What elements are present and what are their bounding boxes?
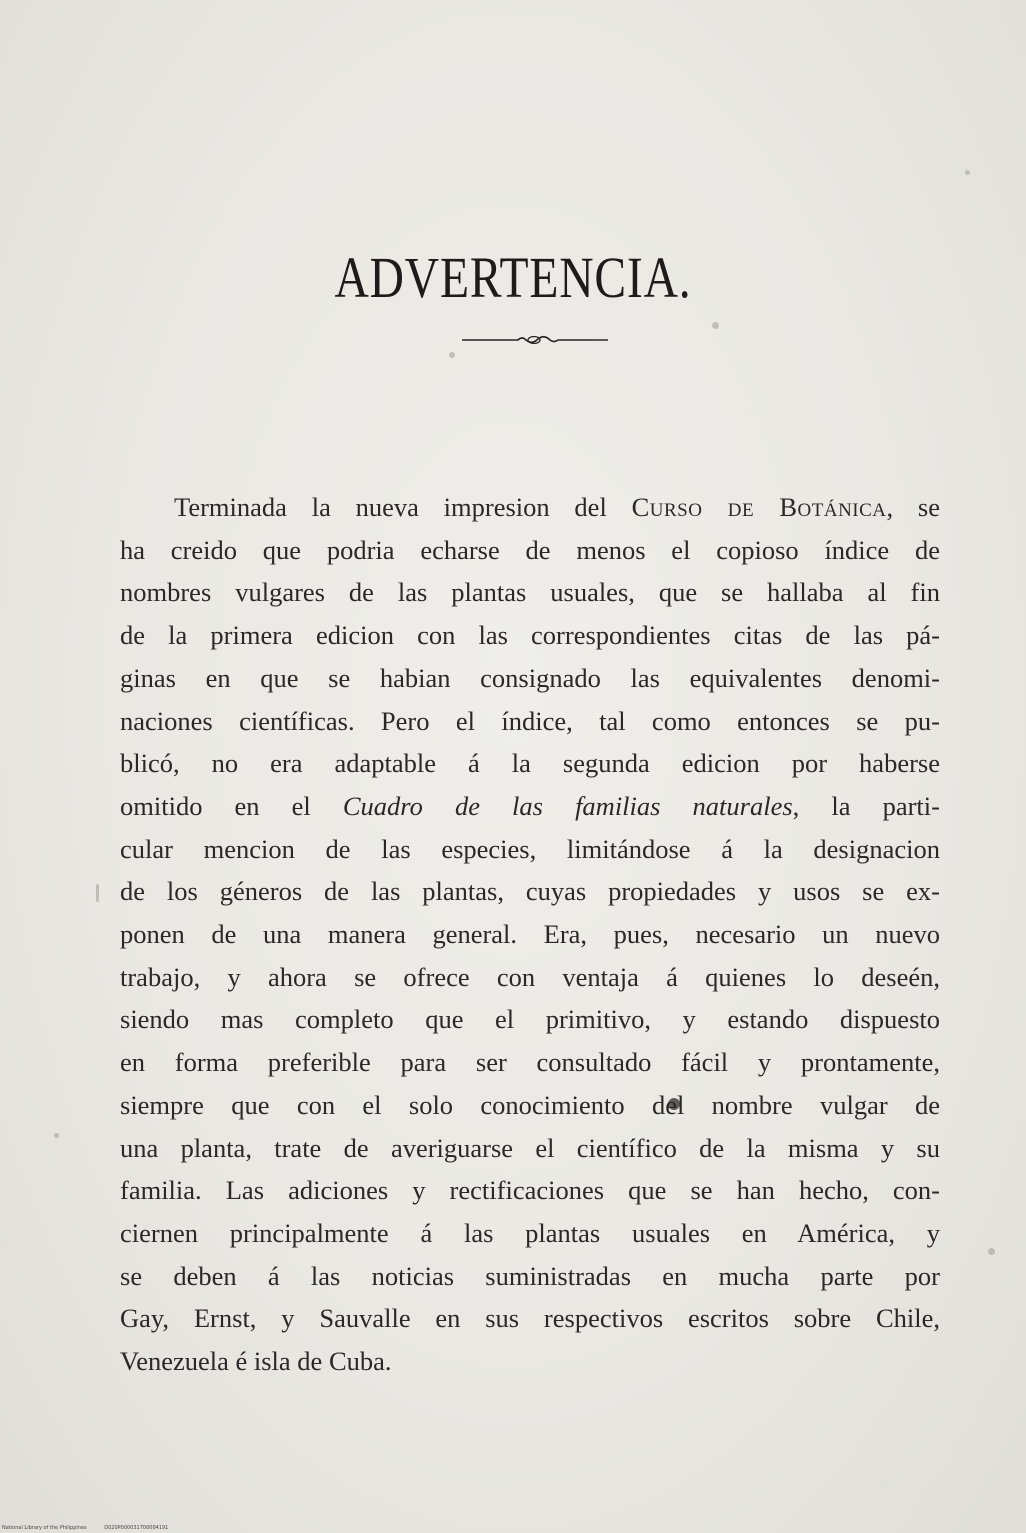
text-line: siendo mas completo que el primitivo, y estando dispuesto — [120, 1004, 940, 1035]
text-line: en forma preferible para ser consultado fácil y prontamente, — [120, 1047, 940, 1078]
paper-speck — [54, 1133, 59, 1138]
text-line: de los géneros de las plantas, cuyas propiedades y usos se ex- — [120, 876, 940, 907]
text-line: blicó, no era adaptable á la segunda edicion por haberse — [120, 748, 940, 779]
text-line: ha creido que podria echarse de menos el copioso índice de — [120, 534, 940, 565]
text-line: Gay, Ernst, y Sauvalle en sus respectivos escritos sobre Chile, — [120, 1303, 940, 1334]
text-line: ciernen principalmente á las plantas usuales en América, y — [120, 1217, 940, 1248]
text-line: ponen de una manera general. Era, pues, necesario un nuevo — [120, 919, 940, 950]
text-line: ginas en que se habian consignado las equivalentes denomi- — [120, 662, 940, 693]
scan-code: D020P000031700004191 — [104, 1525, 169, 1531]
book-title-smallcaps: Curso de Botánica — [631, 492, 887, 522]
text-line: cular mencion de las especies, limitándose á la designacion — [120, 833, 940, 864]
text-line: familia. Las adiciones y rectificaciones que se han hecho, con- — [120, 1175, 940, 1206]
advertencia-paragraph — [120, 486, 940, 1383]
ornament-divider-icon — [460, 330, 610, 350]
text-line: naciones científicas. Pero el índice, tal como entonces se pu- — [120, 705, 940, 736]
paper-speck — [449, 352, 455, 358]
page-title: ADVERTENCIA. — [334, 245, 692, 310]
text-line: trabajo, y ahora se ofrece con ventaja á quienes lo deseén, — [120, 961, 940, 992]
text-line: siempre que con el solo conocimiento del nombre vulgar de — [120, 1089, 940, 1120]
paper-speck — [988, 1248, 995, 1255]
text-line: nombres vulgares de las plantas usuales, que se hallaba al fin — [120, 577, 940, 608]
library-credit: National Library of the Philippines — [2, 1525, 87, 1531]
text-line: Venezuela é isla de Cuba. — [120, 1346, 392, 1377]
paper-speck — [96, 884, 99, 902]
italic-title: Cuadro de las familias naturales — [342, 790, 793, 821]
text-line: una planta, trate de averiguarse el científico de la misma y su — [120, 1132, 940, 1163]
text-line: Terminada la nueva impresion del Curso de Botánica, se — [174, 492, 940, 522]
text-line: de la primera edicion con las correspondientes citas de las pá- — [120, 620, 940, 651]
paper-speck — [965, 170, 970, 175]
text-line: omitido en el Cuadro de las familias naturales, la parti- — [120, 790, 940, 821]
text-line: se deben á las noticias suministradas en mucha parte por — [120, 1260, 940, 1291]
scan-footer — [2, 1525, 184, 1531]
paper-speck — [712, 322, 719, 329]
